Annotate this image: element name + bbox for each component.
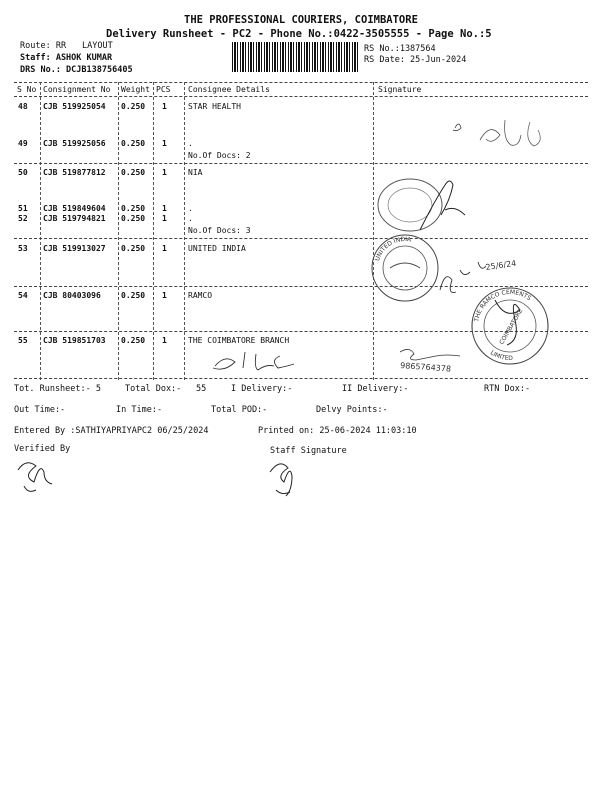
- handwritten-phone: 9865764378: [399, 361, 452, 374]
- staff-name: Staff: ASHOK KUMAR: [20, 53, 113, 63]
- row-weight: 0.250: [121, 214, 146, 223]
- header-sno: S No: [17, 85, 37, 94]
- row-weight: 0.250: [121, 102, 146, 111]
- row-weight: 0.250: [121, 139, 146, 148]
- total-runsheet: Tot. Runsheet:- 5: [14, 384, 101, 394]
- row-consignee: .: [188, 214, 193, 223]
- row-weight: 0.250: [121, 168, 146, 177]
- delivery-points: Delvy Points:-: [316, 405, 388, 415]
- row-consignment: CJB 519877812: [43, 168, 106, 177]
- route-label: Route: RR: [20, 41, 67, 51]
- entered-by: Entered By :SATHIYAPRIYAPC2 06/25/2024: [14, 426, 209, 436]
- header-pcs: PCS: [156, 85, 171, 94]
- header-signature: Signature: [378, 85, 422, 94]
- row-pcs: 1: [162, 336, 167, 345]
- stamp-ramco-bottom: LIMITED: [488, 349, 513, 363]
- row-sno: 50: [18, 168, 28, 177]
- row-consignee: .: [188, 204, 193, 213]
- row-sno: 51: [18, 204, 28, 213]
- printed-on: Printed on: 25-06-2024 11:03:10: [258, 426, 417, 436]
- row-weight: 0.250: [121, 291, 146, 300]
- row-consignment: CJB 519925056: [43, 139, 106, 148]
- row-sno: 52: [18, 214, 28, 223]
- stamp-ramco-center: COIMBATORE: [498, 307, 525, 346]
- company-title: THE PROFESSIONAL COURIERS, COIMBATORE: [184, 14, 418, 26]
- in-time: In Time:-: [116, 405, 163, 415]
- route-value: LAYOUT: [82, 41, 113, 51]
- row-sno: 53: [18, 244, 28, 253]
- row-consignment: CJB 519794821: [43, 214, 106, 223]
- out-time: Out Time:-: [14, 405, 66, 415]
- header-consignee: Consignee Details: [188, 85, 270, 94]
- row-sno: 55: [18, 336, 28, 345]
- row-weight: 0.250: [121, 204, 146, 213]
- first-delivery: I Delivery:-: [231, 384, 293, 394]
- drs-number: DRS No.: DCJB138756405: [20, 65, 133, 75]
- row-consignee: THE COIMBATORE BRANCH: [188, 336, 290, 345]
- row-sno: 49: [18, 139, 28, 148]
- docs-count-note: No.Of Docs: 2: [188, 151, 251, 160]
- row-pcs: 1: [162, 204, 167, 213]
- row-weight: 0.250: [121, 336, 146, 345]
- row-consignee: RAMCO: [188, 291, 213, 300]
- total-dox-value: 55: [196, 384, 207, 394]
- row-weight: 0.250: [121, 244, 146, 253]
- row-sno: 48: [18, 102, 28, 111]
- row-consignee: STAR HEALTH: [188, 102, 241, 111]
- rs-number: RS No.:1387564: [364, 44, 436, 54]
- row-pcs: 1: [162, 214, 167, 223]
- row-pcs: 1: [162, 168, 167, 177]
- row-consignment: CJB 519913027: [43, 244, 106, 253]
- stamp-united-india: UNITED INDIA: [374, 235, 412, 262]
- header-weight: Weight: [121, 85, 150, 94]
- row-pcs: 1: [162, 102, 167, 111]
- verified-by-label: Verified By: [14, 444, 71, 454]
- rtn-dox: RTN Dox:-: [484, 384, 531, 394]
- row-pcs: 1: [162, 244, 167, 253]
- staff-signature-label: Staff Signature: [270, 446, 347, 456]
- row-sno: 54: [18, 291, 28, 300]
- row-consignment: CJB 80403096: [43, 291, 101, 300]
- row-consignee: .: [188, 139, 193, 148]
- handwritten-date: 25/6/24: [485, 258, 517, 272]
- second-delivery: II Delivery:-: [342, 384, 409, 394]
- row-consignee: UNITED INDIA: [188, 244, 246, 253]
- rs-date: RS Date: 25-Jun-2024: [364, 55, 467, 65]
- total-dox-label: Total Dox:-: [125, 384, 182, 394]
- total-pod: Total POD:-: [211, 405, 268, 415]
- docs-count-note: No.Of Docs: 3: [188, 226, 251, 235]
- runsheet-title: Delivery Runsheet - PC2 - Phone No.:0422-3505555 - Page No.:5: [106, 28, 492, 40]
- row-pcs: 1: [162, 291, 167, 300]
- row-consignee: NIA: [188, 168, 203, 177]
- row-consignment: CJB 519851703: [43, 336, 106, 345]
- row-pcs: 1: [162, 139, 167, 148]
- row-consignment: CJB 519925054: [43, 102, 106, 111]
- stamp-ramco: THE RAMCO CEMENTS: [473, 288, 533, 323]
- row-consignment: CJB 519849604: [43, 204, 106, 213]
- header-consignment: Consignment No: [43, 85, 111, 94]
